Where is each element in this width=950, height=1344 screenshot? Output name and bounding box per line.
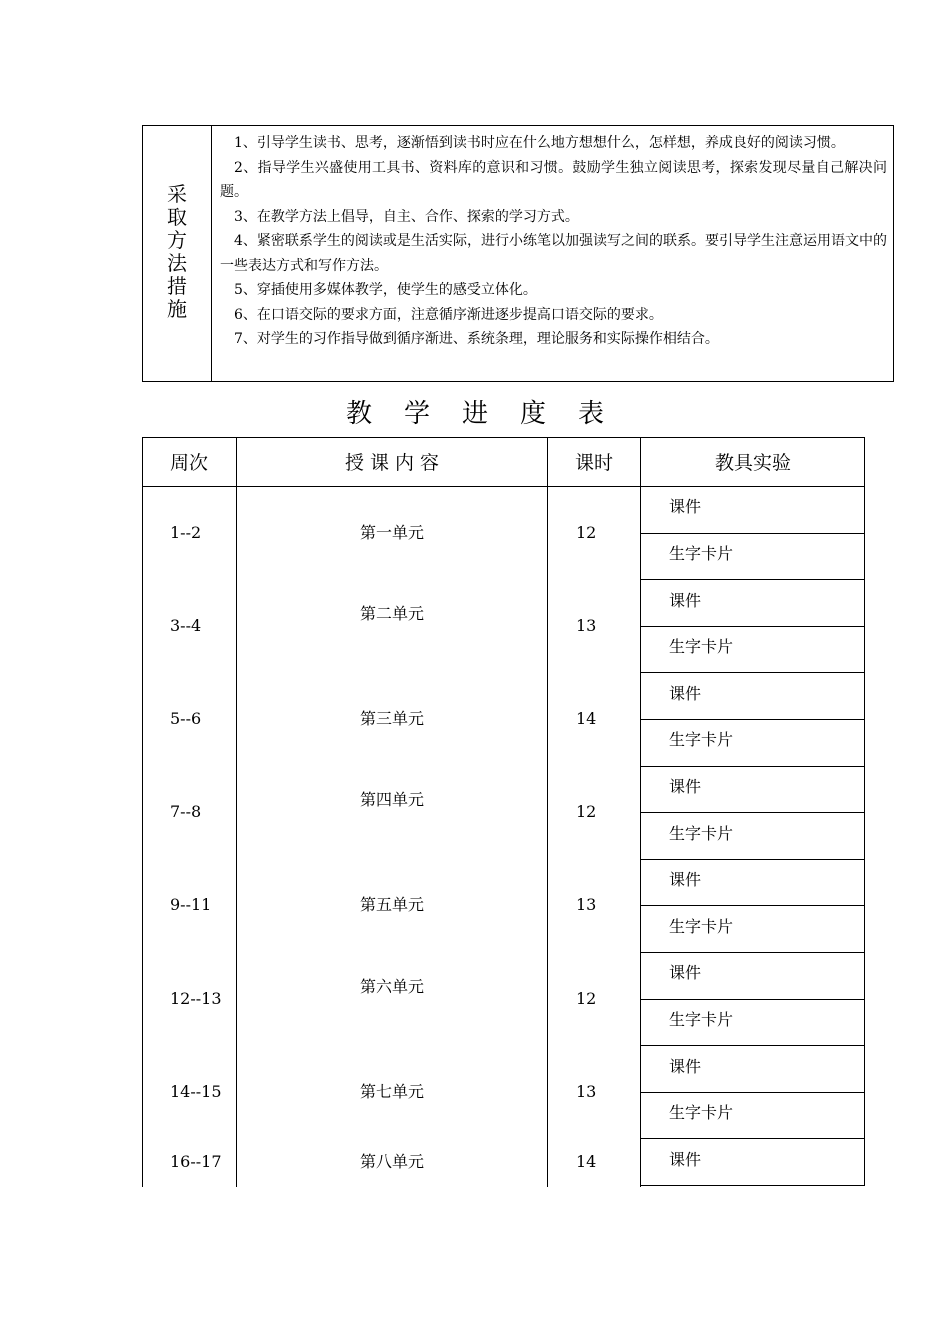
method-item: 7、对学生的习作指导做到循序渐进、系统条理，理论服务和实际操作相结合。: [234, 331, 719, 347]
row-hours: 12: [576, 988, 597, 1008]
row-hours: 13: [576, 615, 597, 635]
row-material: 生字卡片: [669, 543, 734, 563]
row-week: 16--17: [170, 1151, 222, 1171]
method-item: 4、紧密联系学生的阅读或是生活实际，进行小练笔以加强读写之间的联系。要引导学生注意运用语文中的一些表达方式和写作方法。: [220, 233, 887, 274]
row-material: 生字卡片: [669, 1009, 734, 1029]
material-right-border: [864, 1138, 865, 1185]
row-material: 课件: [669, 683, 702, 703]
method-item: 2、指导学生兴盛使用工具书、资料库的意识和习惯。鼓励学生独立阅读思考，探索发现尽量自己解决问题。: [220, 159, 887, 200]
material-cell-border: [640, 672, 865, 673]
schedule-table: [142, 437, 865, 1187]
material-cell-border: [640, 952, 865, 953]
row-week: 3--4: [170, 615, 202, 635]
material-cell-border: [640, 812, 865, 813]
material-cell-border: [640, 999, 865, 1000]
methods-label: [143, 183, 211, 321]
row-material: 课件: [669, 776, 702, 796]
row-unit: 第四单元: [359, 790, 424, 810]
method-item: 5、穿插使用多媒体教学，使学生的感受立体化。: [234, 282, 537, 298]
methods-label-char: 取: [167, 205, 187, 229]
material-cell-border: [640, 1138, 865, 1139]
row-unit: 第六单元: [359, 976, 424, 996]
methods-label-char: 法: [167, 251, 187, 275]
material-right-border: [864, 672, 865, 765]
material-cell-border: [640, 533, 865, 534]
row-unit: 第八单元: [359, 1151, 424, 1171]
row-material: 生字卡片: [669, 730, 734, 750]
material-right-border: [864, 859, 865, 952]
row-material: 课件: [669, 870, 702, 890]
row-week: 5--6: [170, 709, 202, 728]
material-right-border: [864, 1045, 865, 1138]
material-cell-border: [640, 1185, 865, 1186]
methods-section: [142, 125, 894, 382]
material-cell-border: [640, 1092, 865, 1093]
material-cell-border: [640, 626, 865, 627]
methods-label-char: 施: [167, 297, 187, 321]
row-week: 14--15: [170, 1081, 222, 1101]
methods-side-header: [143, 126, 212, 381]
row-hours: 14: [576, 1151, 597, 1171]
column-divider: [547, 437, 548, 1187]
schedule-title: 教学进度表: [345, 399, 636, 429]
material-cell-border: [640, 579, 865, 580]
material-cell-border: [640, 1045, 865, 1046]
row-unit: 第三单元: [359, 709, 424, 728]
header-materials: 教具实验: [714, 452, 791, 474]
methods-label-char: 措: [167, 274, 187, 298]
column-divider: [864, 437, 865, 486]
row-material: 课件: [669, 1056, 702, 1076]
row-material: 生字卡片: [669, 1103, 734, 1123]
row-unit: 第一单元: [359, 522, 424, 542]
header-hours: 课时: [574, 452, 613, 474]
row-unit: 第二单元: [359, 603, 424, 623]
row-week: 9--11: [170, 895, 212, 915]
method-item: 1、引导学生读书、思考，逐渐悟到读书时应在什么地方想想什么，怎样想，养成良好的阅读习惯。: [234, 135, 845, 151]
row-hours: 14: [576, 709, 597, 728]
material-cell-border: [640, 905, 865, 906]
row-unit: 第五单元: [359, 895, 424, 915]
column-divider: [142, 437, 143, 1187]
material-right-border: [864, 579, 865, 672]
header-week: 周次: [169, 452, 208, 474]
header-bottom-border: [142, 486, 865, 487]
methods-label-char: 方: [167, 228, 187, 252]
material-right-border: [864, 486, 865, 579]
methods-label-char: 采: [167, 182, 187, 206]
row-material: 课件: [669, 1149, 702, 1169]
material-cell-border: [640, 719, 865, 720]
row-material: 生字卡片: [669, 916, 734, 936]
row-hours: 12: [576, 802, 597, 822]
material-cell-border: [640, 859, 865, 860]
method-item: 6、在口语交际的要求方面，注意循序渐进逐步提高口语交际的要求。: [234, 306, 663, 323]
row-material: 生字卡片: [669, 637, 734, 657]
row-material: 课件: [669, 590, 702, 610]
row-unit: 第七单元: [359, 1081, 424, 1101]
material-cell-border: [640, 766, 865, 767]
material-right-border: [864, 766, 865, 859]
row-material: 课件: [669, 497, 702, 517]
row-hours: 13: [576, 895, 597, 915]
method-item: 3、在教学方法上倡导，自主、合作、探索的学习方式。: [234, 208, 579, 225]
row-hours: 12: [576, 522, 597, 542]
material-right-border: [864, 952, 865, 1045]
header-content: 授 课 内 容: [344, 452, 440, 474]
row-week: 12--13: [170, 988, 222, 1008]
row-week: 1--2: [170, 522, 202, 542]
methods-content: [220, 131, 887, 352]
table-top-border: [142, 437, 865, 438]
row-material: 生字卡片: [669, 823, 734, 843]
row-hours: 13: [576, 1081, 597, 1101]
row-week: 7--8: [170, 802, 202, 822]
row-material: 课件: [669, 963, 702, 983]
column-divider: [236, 437, 237, 1187]
